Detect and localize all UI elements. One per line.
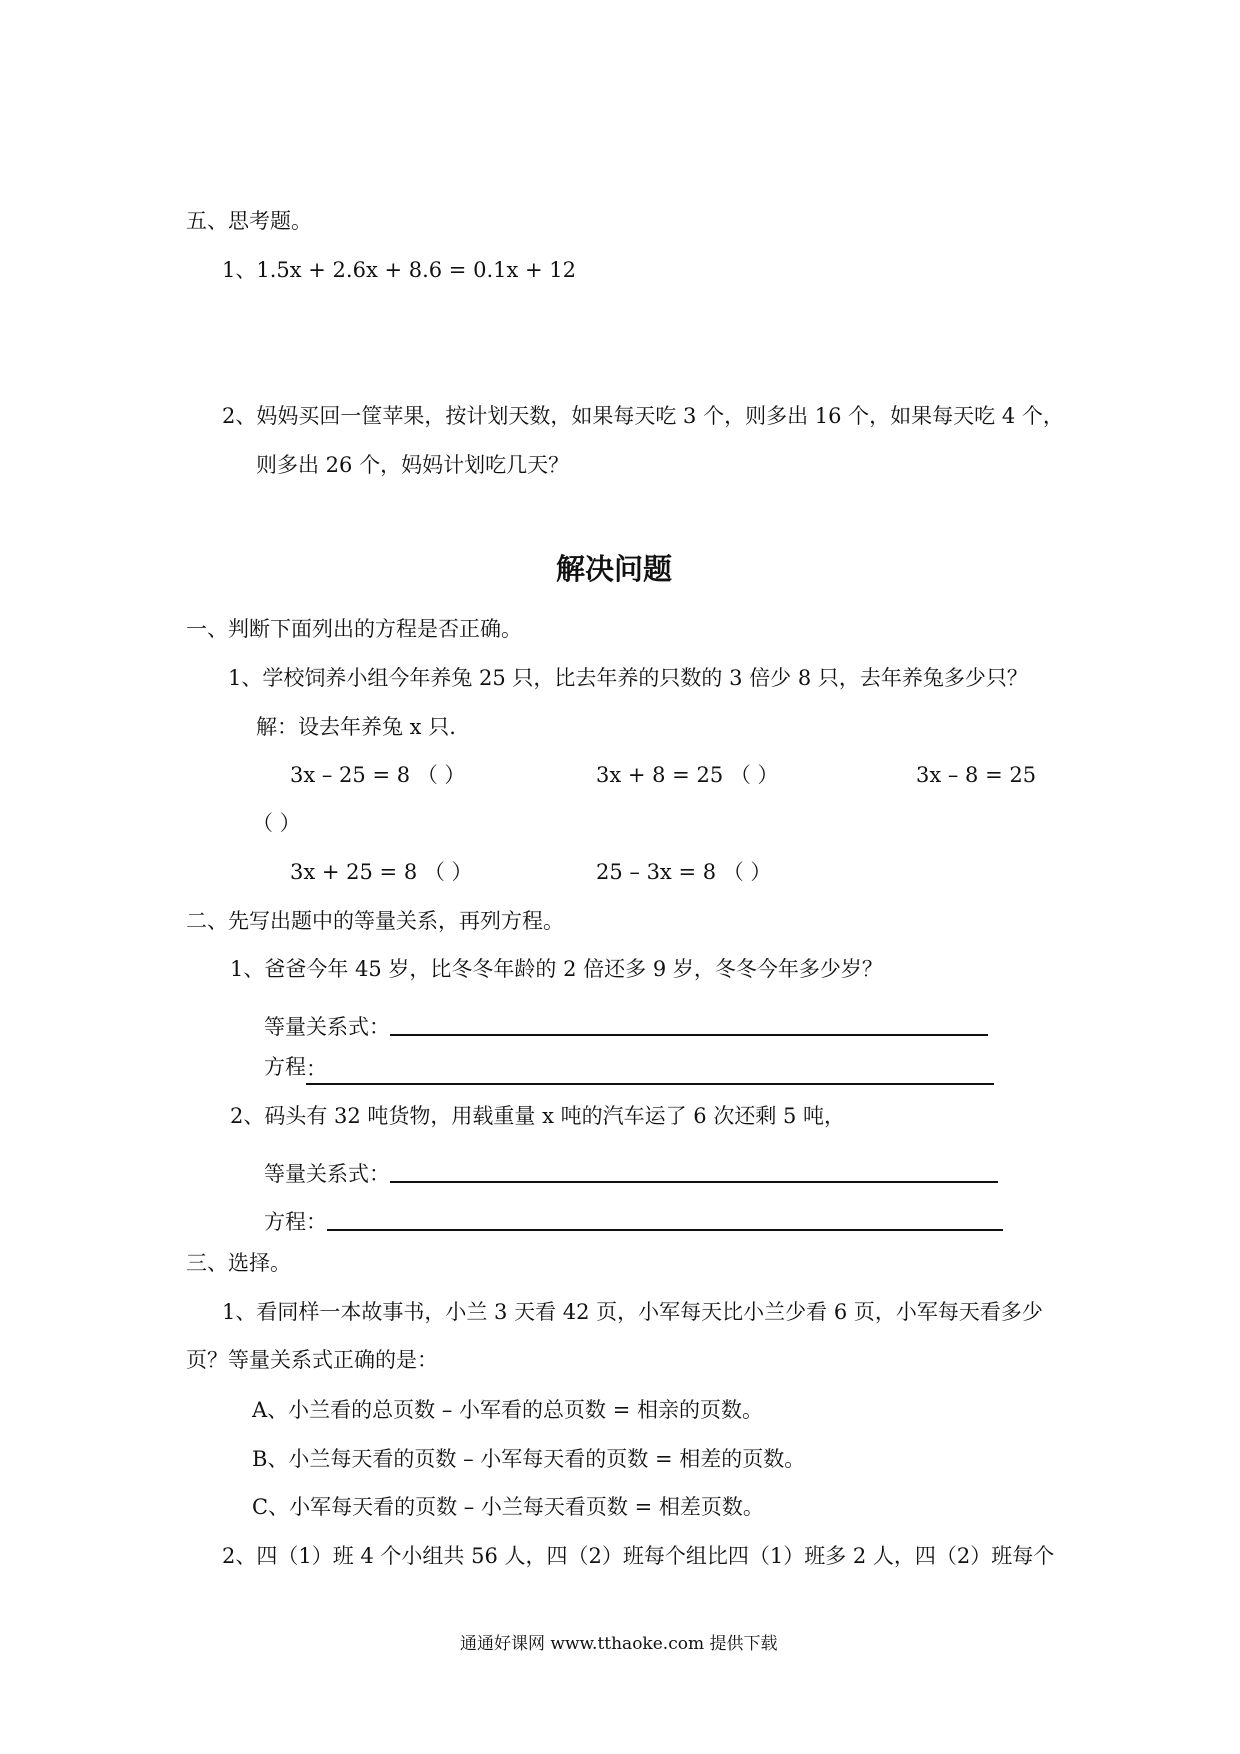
part-three-heading: 三、选择。 xyxy=(186,1251,291,1275)
equation-label: 方程 xyxy=(264,1055,306,1079)
part-one-heading: 一、判断下面列出的方程是否正确。 xyxy=(186,617,522,641)
page-title: 解决问题 xyxy=(556,552,673,586)
equation-line-1 xyxy=(264,1057,994,1083)
relation-line-2 xyxy=(264,1155,998,1185)
relation-label: 等量关系式： xyxy=(264,1015,390,1039)
equation-option-1: 3x – 25 = 8 （ ） xyxy=(290,763,466,787)
part-one-solution: 解：设去年养兔 x 只. xyxy=(256,715,456,739)
equation-line-2 xyxy=(264,1203,1003,1233)
choice-option-a: A、小兰看的总页数 – 小军看的总页数 = 相亲的页数。 xyxy=(252,1398,763,1422)
equation-option-4: 3x + 25 = 8 （ ） xyxy=(290,860,473,884)
thinking-question-2-line2: 则多出 26 个，妈妈计划吃几天？ xyxy=(256,453,570,477)
equation-option-3-answer: （ ） xyxy=(252,811,301,835)
choice-option-b: B、小兰每天看的页数 – 小军每天看的页数 = 相差的页数。 xyxy=(252,1447,806,1471)
part-three-problem-1-line2: 页？等量关系式正确的是： xyxy=(186,1348,438,1372)
relation-label: 等量关系式： xyxy=(264,1162,390,1186)
equation-option-2: 3x + 8 = 25 （ ） xyxy=(596,763,779,787)
part-three-problem-1-line1: 1、看同样一本故事书，小兰 3 天看 42 页，小军每天比小兰少看 6 页，小军每天看多少 xyxy=(222,1300,1043,1324)
thinking-question-2-line1: 2、妈妈买回一筐苹果，按计划天数，如果每天吃 3 个，则多出 16 个，如果每天吃 4 个， xyxy=(222,404,1064,428)
equation-option-5: 25 – 3x = 8 （ ） xyxy=(596,860,772,884)
part-two-problem-1: 1、爸爸今年 45 岁，比冬冬年龄的 2 倍还多 9 岁，冬冬今年多少岁？ xyxy=(230,957,883,981)
equation-label: 方程： xyxy=(264,1210,327,1234)
relation-answer-blank xyxy=(390,1157,998,1183)
part-one-problem: 1、学校饲养小组今年养兔 25 只，比去年养的只数的 3 倍少 8 只，去年养兔多少只？ xyxy=(228,666,1028,690)
equation-answer-blank xyxy=(327,1205,1003,1231)
thinking-question-1: 1、1.5x + 2.6x + 8.6 = 0.1x + 12 xyxy=(222,258,576,282)
part-three-problem-2-line1: 2、四（1）班 4 个小组共 56 人，四（2）班每个组比四（1）班多 2 人，四（2）班每个 xyxy=(222,1544,1055,1568)
relation-answer-blank xyxy=(390,1010,988,1036)
section-five-heading: 五、思考题。 xyxy=(186,209,312,233)
equation-answer-blank: ： xyxy=(306,1059,994,1085)
choice-option-c: C、小军每天看的页数 – 小兰每天看页数 = 相差页数。 xyxy=(252,1495,764,1519)
part-two-problem-2: 2、码头有 32 吨货物，用载重量 x 吨的汽车运了 6 次还剩 5 吨， xyxy=(230,1104,846,1128)
page-footer: 通通好课网 www.tthaoke.com 提供下载 xyxy=(460,1634,778,1654)
equation-option-3: 3x – 8 = 25 xyxy=(916,763,1037,787)
relation-line-1 xyxy=(264,1008,988,1038)
part-two-heading: 二、先写出题中的等量关系，再列方程。 xyxy=(186,909,564,933)
